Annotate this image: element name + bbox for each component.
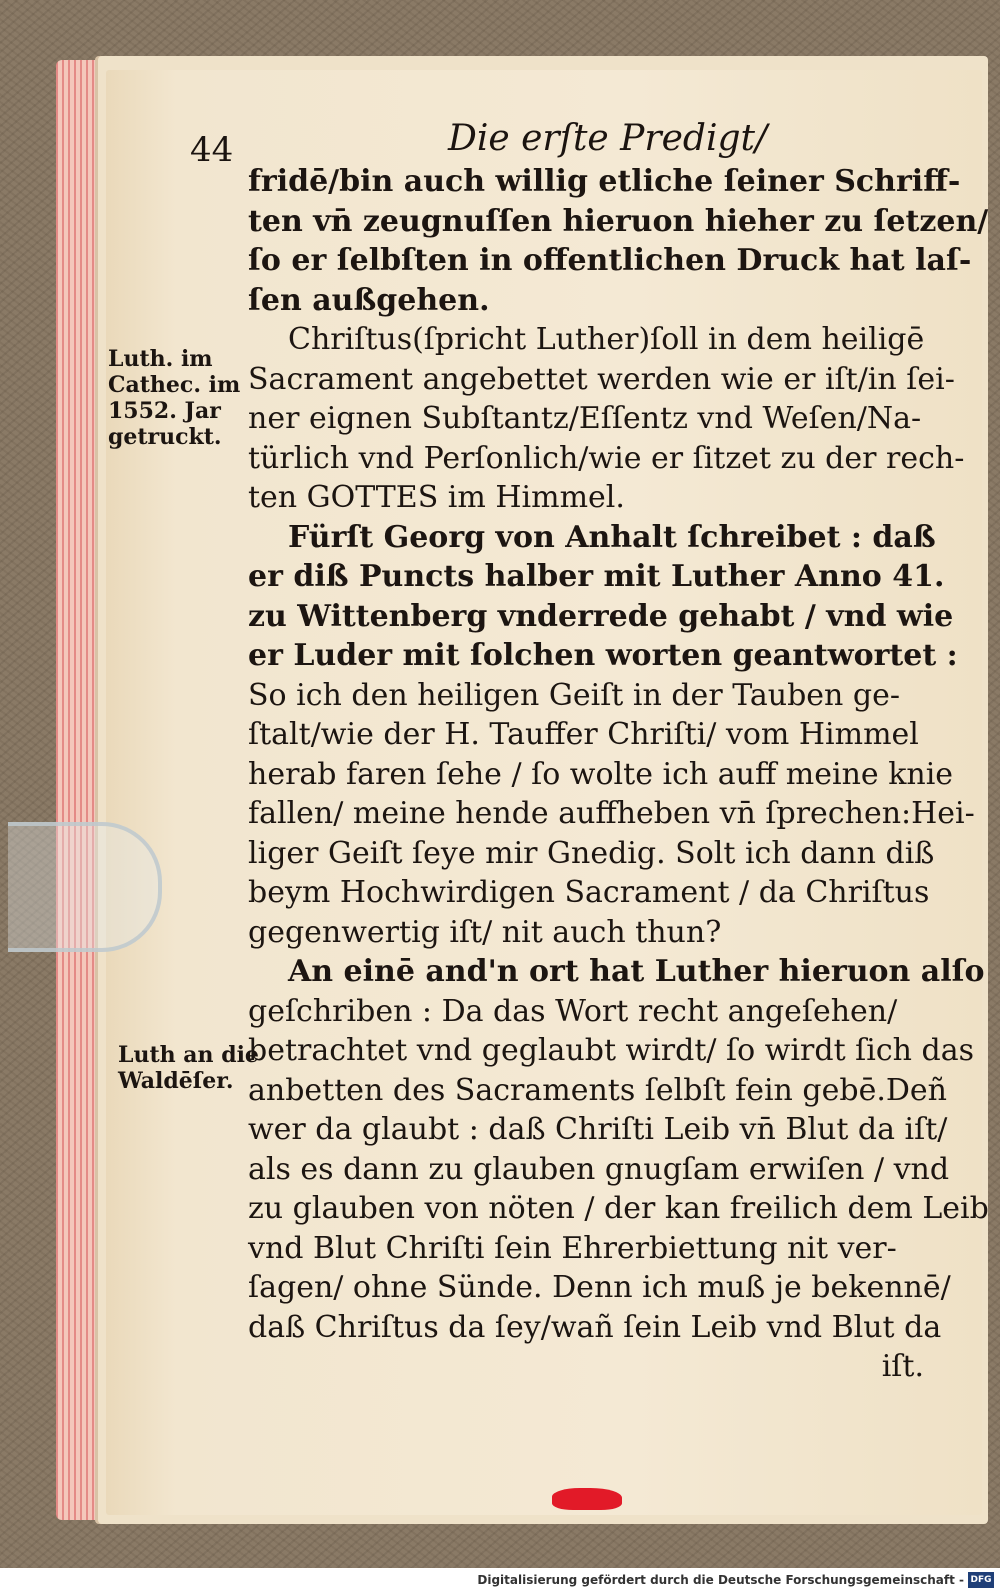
margin-note-waldenses — [118, 1042, 259, 1094]
text-line: ſen außgehen. — [248, 282, 490, 318]
text-line: ten vn̄ zeugnuſſen hieruon hieher zu ſetzen/ — [248, 203, 989, 239]
text-line: ner eignen Subſtantz/Eſſentz vnd Weſen/Na- — [248, 401, 922, 436]
text-line: betrachtet vnd geglaubt wirdt/ ſo wirdt ſich das — [248, 1033, 975, 1068]
margin-note-line: getruckt. — [108, 424, 222, 450]
dfg-logo: DFG — [968, 1572, 994, 1588]
page-number: 44 — [190, 130, 234, 170]
text-line: er diß Puncts halber mit Luther Anno 41. — [248, 559, 945, 594]
text-line: geſchriben : Da das Wort recht angeſehen/ — [248, 993, 898, 1029]
text-line: ſo er ſelbſten in offentlichen Druck hat laſ- — [248, 243, 972, 278]
text-line: anbetten des Sacraments ſelbſt fein gebē.Deñ — [248, 1072, 947, 1108]
text-line: Chriſtus(ſpricht Luther)ſoll in dem heiligē — [288, 322, 925, 357]
margin-note-line: Luth. im — [108, 346, 213, 372]
text-line: zu glauben von nöten / der kan freilich dem Leib — [248, 1191, 989, 1226]
margin-note-line: Cathec. im — [108, 372, 241, 398]
text-line: türlich vnd Perſonlich/wie er ſitzet zu der rech- — [248, 440, 965, 476]
text-line: als es dann zu glauben gnugſam erwiſen / vnd — [248, 1151, 950, 1187]
text-line: gegenwertig iſt/ nit auch thun? — [248, 914, 722, 950]
text-line: iſt. — [881, 1349, 924, 1384]
text-line: zu Wittenberg vnderrede gehabt / vnd wie — [248, 598, 954, 634]
margin-note-catechism — [108, 346, 240, 450]
text-line: wer da glaubt : daß Chriſti Leib vn̄ Blut da iſt/ — [248, 1112, 948, 1147]
text-line: vnd Blut Chriſti ſein Ehrerbiettung nit ver- — [248, 1230, 897, 1266]
text-line: ten GOTTES im Himmel. — [248, 480, 625, 515]
text-line: Sacrament angebettet werden wie er iſt/in ſei- — [248, 361, 955, 397]
text-line: er Luder mit ſolchen worten geantwortet : — [248, 638, 958, 673]
text-line: beym Hochwirdigen Sacrament / da Chriſtus — [248, 875, 930, 910]
text-line: liger Geiſt ſeye mir Gnedig. Solt ich dann diß — [248, 835, 935, 871]
text-line: So ich den heiligen Geiſt in der Tauben ge- — [248, 677, 900, 713]
text-line: herab faren ſehe / ſo wolte ich auff meine knie — [248, 756, 954, 792]
text-line: daß Chriſtus da ſey/wañ ſein Leib vnd Blut da — [248, 1309, 942, 1345]
page-header — [160, 108, 980, 168]
page-clip — [8, 822, 162, 952]
funding-credit: Digitalisierung gefördert durch die Deutsche Forschungsgemeinschaft - — [477, 1573, 964, 1587]
text-line: fridē/bin auch willig etliche ſeiner Schriff- — [248, 164, 961, 199]
footer-bar — [0, 1568, 1000, 1595]
body-text — [248, 162, 989, 1387]
text-line: ſagen/ ohne Sünde. Denn ich muß je bekennē/ — [248, 1270, 951, 1305]
running-head: Die erſte Predigt/ — [448, 118, 768, 159]
margin-note-line: Luth an die — [118, 1042, 259, 1068]
text-line: Fürſt Georg von Anhalt ſchreibet : daß — [288, 519, 936, 555]
red-seal-mark — [552, 1488, 622, 1510]
text-line: An einē and'n ort hat Luther hieruon alſo — [288, 954, 985, 989]
margin-note-line: 1552. Jar — [108, 398, 221, 424]
margin-note-line: Waldēſer. — [118, 1068, 234, 1094]
text-line: ſtalt/wie der H. Tauffer Chriſti/ vom Himmel — [248, 717, 919, 752]
text-line: fallen/ meine hende auffheben vn̄ ſprechen:Hei- — [248, 796, 975, 831]
